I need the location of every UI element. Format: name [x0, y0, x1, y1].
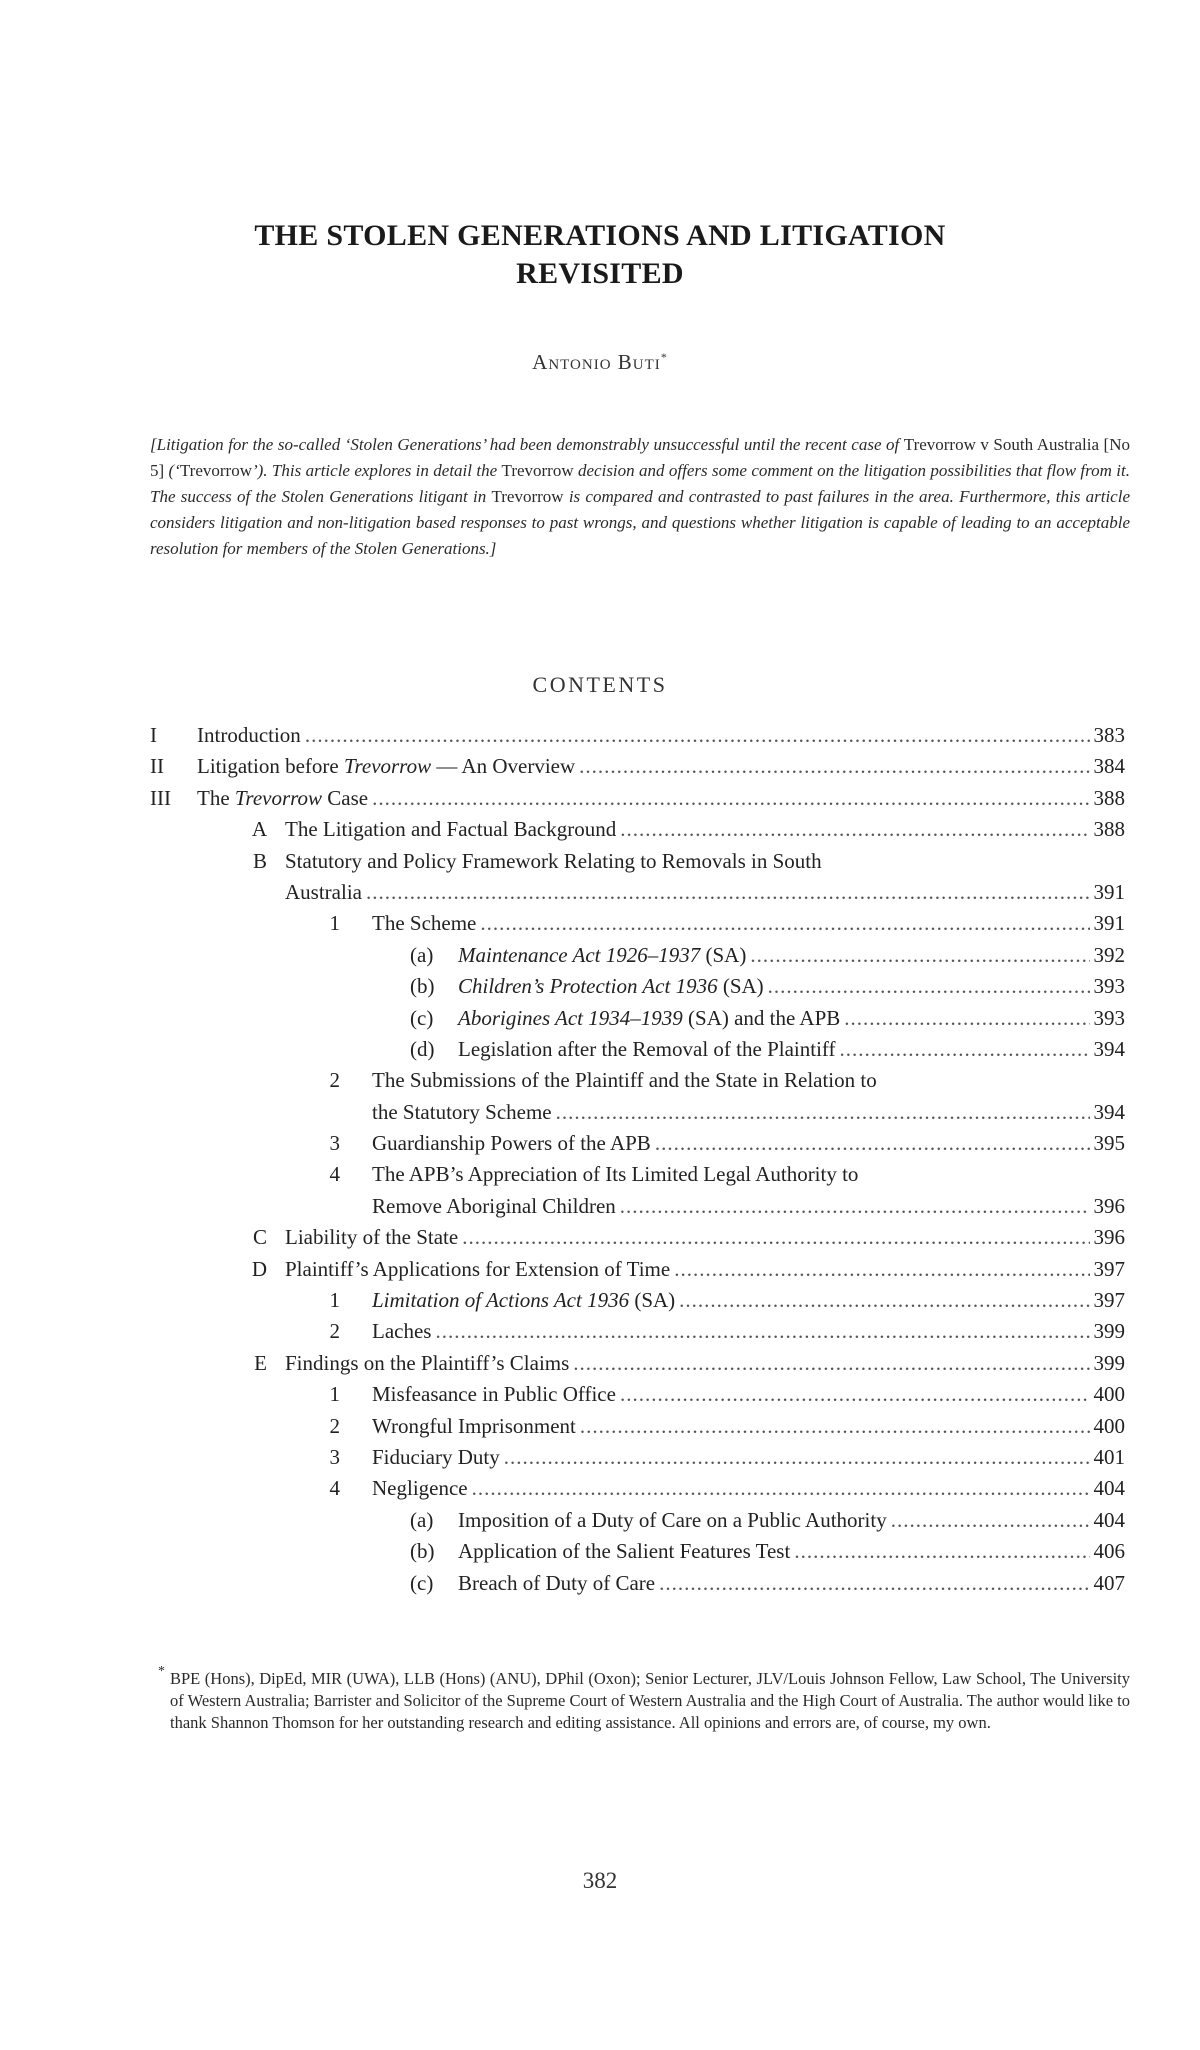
toc-number: I: [150, 723, 157, 747]
abstract-text-1: [Litigation for the so-called ‘Stolen Generations’ had been demonstrably unsuccessful until the recent case of: [150, 435, 904, 454]
toc-label-part: Imposition of a Duty of Care on a Public Authority: [458, 1507, 887, 1532]
toc-label-part: (SA): [717, 974, 764, 999]
toc-leader-dots: [750, 943, 1089, 968]
toc-row: [0, 1257, 1200, 1288]
toc-label: [372, 1414, 576, 1439]
toc-leader-dots: [556, 1100, 1090, 1125]
toc-row: [0, 1508, 1200, 1539]
toc-label-part: Aborigines Act 1934–1939: [458, 1005, 683, 1030]
toc-entry: [458, 1508, 1125, 1533]
toc-label: [458, 943, 746, 968]
author-name: Antonio Buti: [532, 350, 661, 374]
toc-number: 2: [329, 1413, 340, 1438]
toc-number: II: [150, 754, 164, 779]
toc-row: [0, 1100, 1200, 1131]
toc-label-part: The Scheme: [372, 911, 477, 936]
toc-label-part: The: [197, 785, 235, 810]
toc-leader-dots: [579, 754, 1089, 779]
toc-number: A: [251, 817, 267, 842]
toc-number: (c): [410, 1005, 434, 1030]
toc-page-number: 400: [1093, 1413, 1125, 1438]
toc-page-number: 392: [1093, 942, 1125, 967]
toc-label-part: (SA) and the APB: [682, 1005, 841, 1030]
toc-number: (b): [410, 1539, 435, 1564]
toc-row: [0, 1382, 1200, 1413]
table-of-contents: [0, 723, 1200, 1602]
toc-label: [458, 1508, 887, 1533]
toc-row: [0, 1539, 1200, 1570]
toc-leader-dots: [840, 1037, 1090, 1062]
toc-label: [285, 880, 362, 905]
toc-page-number: 393: [1093, 974, 1125, 999]
toc-page-number: 396: [1093, 1193, 1125, 1218]
toc-label: [285, 1257, 670, 1282]
toc-number: (c): [410, 1570, 434, 1595]
toc-leader-dots: [480, 911, 1089, 936]
toc-entry: [197, 786, 1125, 811]
toc-row: [0, 943, 1200, 974]
toc-leader-dots: [659, 1571, 1089, 1596]
toc-label: [372, 1382, 616, 1407]
toc-entry: [458, 974, 1125, 999]
toc-entry: [372, 1288, 1125, 1313]
toc-label: [285, 817, 616, 842]
toc-entry: [372, 1068, 1125, 1093]
abstract: [150, 432, 1130, 562]
toc-label-part: Laches: [372, 1319, 432, 1344]
toc-leader-dots: [620, 1382, 1090, 1407]
toc-number: 3: [329, 1444, 340, 1469]
toc-number: B: [252, 848, 267, 873]
toc-label-part: Fiduciary Duty: [372, 1444, 500, 1469]
toc-row: [0, 1068, 1200, 1099]
toc-label-part: Breach of Duty of Care: [458, 1570, 656, 1595]
toc-leader-dots: [620, 1194, 1090, 1219]
toc-label: [372, 1100, 552, 1125]
toc-leader-dots: [655, 1131, 1090, 1156]
toc-row: [0, 723, 1200, 754]
toc-page-number: 391: [1093, 911, 1125, 936]
toc-entry: [197, 723, 1125, 748]
toc-row: [0, 1288, 1200, 1319]
toc-label-part: Plaintiff’s Applications for Extension of Time: [285, 1256, 671, 1281]
article-title: [150, 217, 1050, 293]
toc-entry: [372, 1162, 1125, 1187]
toc-label: [372, 1162, 858, 1186]
toc-label-part: Trevorrow: [343, 754, 432, 779]
toc-label: [458, 1006, 840, 1031]
author-line: [150, 350, 1050, 375]
toc-entry: [285, 880, 1125, 905]
toc-number: C: [252, 1225, 267, 1250]
toc-row: [0, 1037, 1200, 1068]
toc-label: [285, 1351, 569, 1376]
toc-entry: [197, 754, 1125, 779]
toc-row: [0, 1414, 1200, 1445]
toc-page-number: 395: [1093, 1131, 1125, 1156]
toc-leader-dots: [366, 880, 1090, 905]
toc-number: 4: [329, 1476, 340, 1501]
toc-label: [285, 1225, 458, 1250]
toc-number: 2: [329, 1319, 340, 1344]
toc-label: [372, 1445, 500, 1470]
toc-page-number: 399: [1093, 1350, 1125, 1375]
abstract-text-4: decision and offers some comment on the litigation possibilities that flow from it. The success of the Stolen Generations litigant in: [150, 461, 1130, 506]
toc-leader-dots: [891, 1508, 1090, 1533]
toc-label: [285, 849, 822, 873]
toc-entry: [372, 911, 1125, 936]
toc-number: 2: [329, 1068, 340, 1093]
toc-leader-dots: [580, 1414, 1090, 1439]
toc-leader-dots: [372, 786, 1089, 811]
toc-label: [458, 1571, 655, 1596]
toc-page-number: 383: [1093, 723, 1125, 747]
toc-row: [0, 754, 1200, 785]
footnote: BPE (Hons), DipEd, MIR (UWA), LLB (Hons) (ANU), DPhil (Oxon); Senior Lecturer, JLV/Louis Johnson Fellow, Law School, The University of Western Australia; Barrister and Solicitor of the Supreme Court of Western Australia and the High Court of Australia. The author would like to thank Shannon Thomson for her outstanding research and editing assistance. All opinions and errors are, of course, my own.: [170, 1669, 1130, 1732]
toc-label-part: Misfeasance in Public Office: [372, 1382, 616, 1407]
toc-number: III: [150, 785, 171, 810]
toc-label-part: Liability of the State: [285, 1225, 459, 1250]
toc-leader-dots: [573, 1351, 1089, 1376]
toc-number: 1: [329, 1288, 340, 1313]
toc-row: [0, 911, 1200, 942]
toc-label-part: Australia: [285, 879, 362, 904]
toc-number: 1: [329, 1382, 340, 1407]
toc-number: (b): [410, 974, 435, 999]
toc-entry: [372, 1445, 1125, 1470]
toc-label: [458, 1539, 790, 1564]
toc-page-number: 393: [1093, 1005, 1125, 1030]
toc-label-part: Application of the Salient Features Test: [458, 1539, 791, 1564]
toc-page-number: 391: [1093, 879, 1125, 904]
toc-label-part: (SA): [629, 1288, 676, 1313]
toc-label-part: Remove Aboriginal Children: [372, 1193, 616, 1218]
toc-leader-dots: [504, 1445, 1090, 1470]
toc-entry: [285, 1351, 1125, 1376]
toc-leader-dots: [435, 1319, 1089, 1344]
toc-row: [0, 849, 1200, 880]
toc-label-part: Legislation after the Removal of the Plaintiff: [458, 1036, 836, 1061]
footnote-marker: *: [158, 1664, 165, 1679]
toc-entry: [372, 1476, 1125, 1501]
toc-label: [458, 974, 764, 999]
toc-label-part: Negligence: [372, 1476, 468, 1501]
toc-label-part: The APB’s Appreciation of Its Limited Legal Authority to: [372, 1162, 859, 1187]
toc-row: [0, 974, 1200, 1005]
toc-number: (a): [410, 942, 434, 967]
toc-label-part: Children’s Protection Act 1936: [458, 974, 718, 999]
toc-page-number: 406: [1093, 1539, 1125, 1564]
toc-entry: [285, 1257, 1125, 1282]
toc-page-number: 399: [1093, 1319, 1125, 1344]
toc-label-part: the Statutory Scheme: [372, 1099, 552, 1124]
toc-entry: [458, 943, 1125, 968]
toc-page-number: 404: [1093, 1476, 1125, 1501]
toc-page-number: 396: [1093, 1225, 1125, 1250]
toc-label-part: Litigation before: [197, 754, 344, 779]
toc-label-part: The Litigation and Factual Background: [285, 817, 617, 842]
toc-row: [0, 1351, 1200, 1382]
toc-page-number: 404: [1093, 1507, 1125, 1532]
title-line-2: REVISITED: [516, 257, 684, 290]
toc-page-number: 397: [1093, 1288, 1125, 1313]
toc-label: [458, 1037, 836, 1062]
toc-page-number: 407: [1093, 1570, 1125, 1595]
toc-page-number: 401: [1093, 1444, 1125, 1469]
toc-leader-dots: [674, 1257, 1089, 1282]
toc-page-number: 394: [1093, 1099, 1125, 1124]
toc-label-part: (SA): [700, 942, 747, 967]
author-footnote-marker: *: [660, 350, 668, 364]
toc-label: [372, 911, 476, 936]
toc-row: [0, 817, 1200, 848]
toc-label-part: Case: [322, 785, 369, 810]
toc-label: [372, 1068, 877, 1092]
toc-page-number: 388: [1093, 785, 1125, 810]
toc-number: 1: [329, 911, 340, 936]
toc-leader-dots: [462, 1225, 1089, 1250]
toc-label: [372, 1319, 431, 1344]
toc-row: [0, 1476, 1200, 1507]
toc-page-number: 400: [1093, 1382, 1125, 1407]
toc-page-number: 384: [1093, 754, 1125, 779]
toc-entry: [372, 1382, 1125, 1407]
toc-number: E: [254, 1350, 267, 1375]
toc-entry: [458, 1037, 1125, 1062]
toc-number: 3: [329, 1131, 340, 1156]
toc-page-number: 397: [1093, 1256, 1125, 1281]
toc-row: [0, 1006, 1200, 1037]
toc-number: D: [251, 1256, 267, 1281]
title-line-1: THE STOLEN GENERATIONS AND LITIGATION: [254, 219, 946, 252]
toc-entry: [458, 1571, 1125, 1596]
toc-label-part: Wrongful Imprisonment: [372, 1413, 576, 1438]
toc-label: [372, 1131, 651, 1156]
toc-label: [372, 1288, 675, 1313]
toc-entry: [372, 1100, 1125, 1125]
toc-label-part: Statutory and Policy Framework Relating to Removals in South: [285, 848, 822, 873]
toc-page-number: 394: [1093, 1036, 1125, 1061]
abstract-short-name: Trevorrow: [179, 461, 252, 480]
toc-label: [197, 786, 368, 811]
toc-page-number: 388: [1093, 817, 1125, 842]
abstract-short-name-3: Trevorrow: [491, 487, 564, 506]
toc-row: [0, 1194, 1200, 1225]
toc-leader-dots: [679, 1288, 1089, 1313]
toc-number: (a): [410, 1507, 434, 1532]
toc-label-part: Guardianship Powers of the APB: [372, 1131, 651, 1156]
toc-entry: [458, 1006, 1125, 1031]
abstract-text-5: is compared and contrasted to past failures in the area. Furthermore, this article considers litigation and non-litigation based responses to past wrongs, and questions whether litigation is capable of leading to an acceptable resolution for members of the Stolen Generations.]: [150, 487, 1130, 558]
toc-label: [197, 723, 301, 748]
toc-row: [0, 1445, 1200, 1476]
toc-label-part: Maintenance Act 1926–1937: [458, 942, 701, 967]
toc-entry: [372, 1131, 1125, 1156]
toc-row: [0, 786, 1200, 817]
toc-leader-dots: [305, 723, 1090, 748]
abstract-case-name: Trevorrow v South Australia [No 5]: [150, 435, 1130, 480]
contents-heading: CONTENTS: [532, 672, 668, 697]
toc-label-part: Findings on the Plaintiff’s Claims: [285, 1350, 570, 1375]
toc-entry: [285, 817, 1125, 842]
toc-row: [0, 1319, 1200, 1350]
toc-entry: [372, 1319, 1125, 1344]
toc-row: [0, 880, 1200, 911]
toc-entry: [372, 1414, 1125, 1439]
toc-row: [0, 1162, 1200, 1193]
toc-entry: [285, 849, 1125, 874]
toc-label-part: The Submissions of the Plaintiff and the State in Relation to: [372, 1068, 877, 1093]
toc-entry: [285, 1225, 1125, 1250]
page-number: 382: [582, 1868, 618, 1893]
toc-number: (d): [410, 1036, 435, 1061]
toc-label: [197, 754, 575, 779]
toc-label-part: Limitation of Actions Act 1936: [372, 1288, 630, 1313]
toc-row: [0, 1571, 1200, 1602]
toc-label: [372, 1476, 468, 1501]
toc-label-part: Introduction: [197, 723, 301, 747]
toc-entry: [458, 1539, 1125, 1564]
toc-leader-dots: [620, 817, 1089, 842]
toc-label: [372, 1194, 616, 1219]
toc-leader-dots: [472, 1476, 1090, 1501]
toc-leader-dots: [794, 1539, 1089, 1564]
toc-number: 4: [329, 1162, 340, 1187]
abstract-text-2: (‘: [164, 461, 180, 480]
toc-leader-dots: [768, 974, 1090, 999]
toc-label-part: — An Overview: [431, 754, 576, 779]
toc-leader-dots: [844, 1006, 1089, 1031]
toc-entry: [372, 1194, 1125, 1219]
toc-row: [0, 1225, 1200, 1256]
toc-row: [0, 1131, 1200, 1162]
toc-label-part: Trevorrow: [234, 785, 323, 810]
abstract-short-name-2: Trevorrow: [501, 461, 574, 480]
abstract-text-3: ’). This article explores in detail the: [251, 461, 502, 480]
